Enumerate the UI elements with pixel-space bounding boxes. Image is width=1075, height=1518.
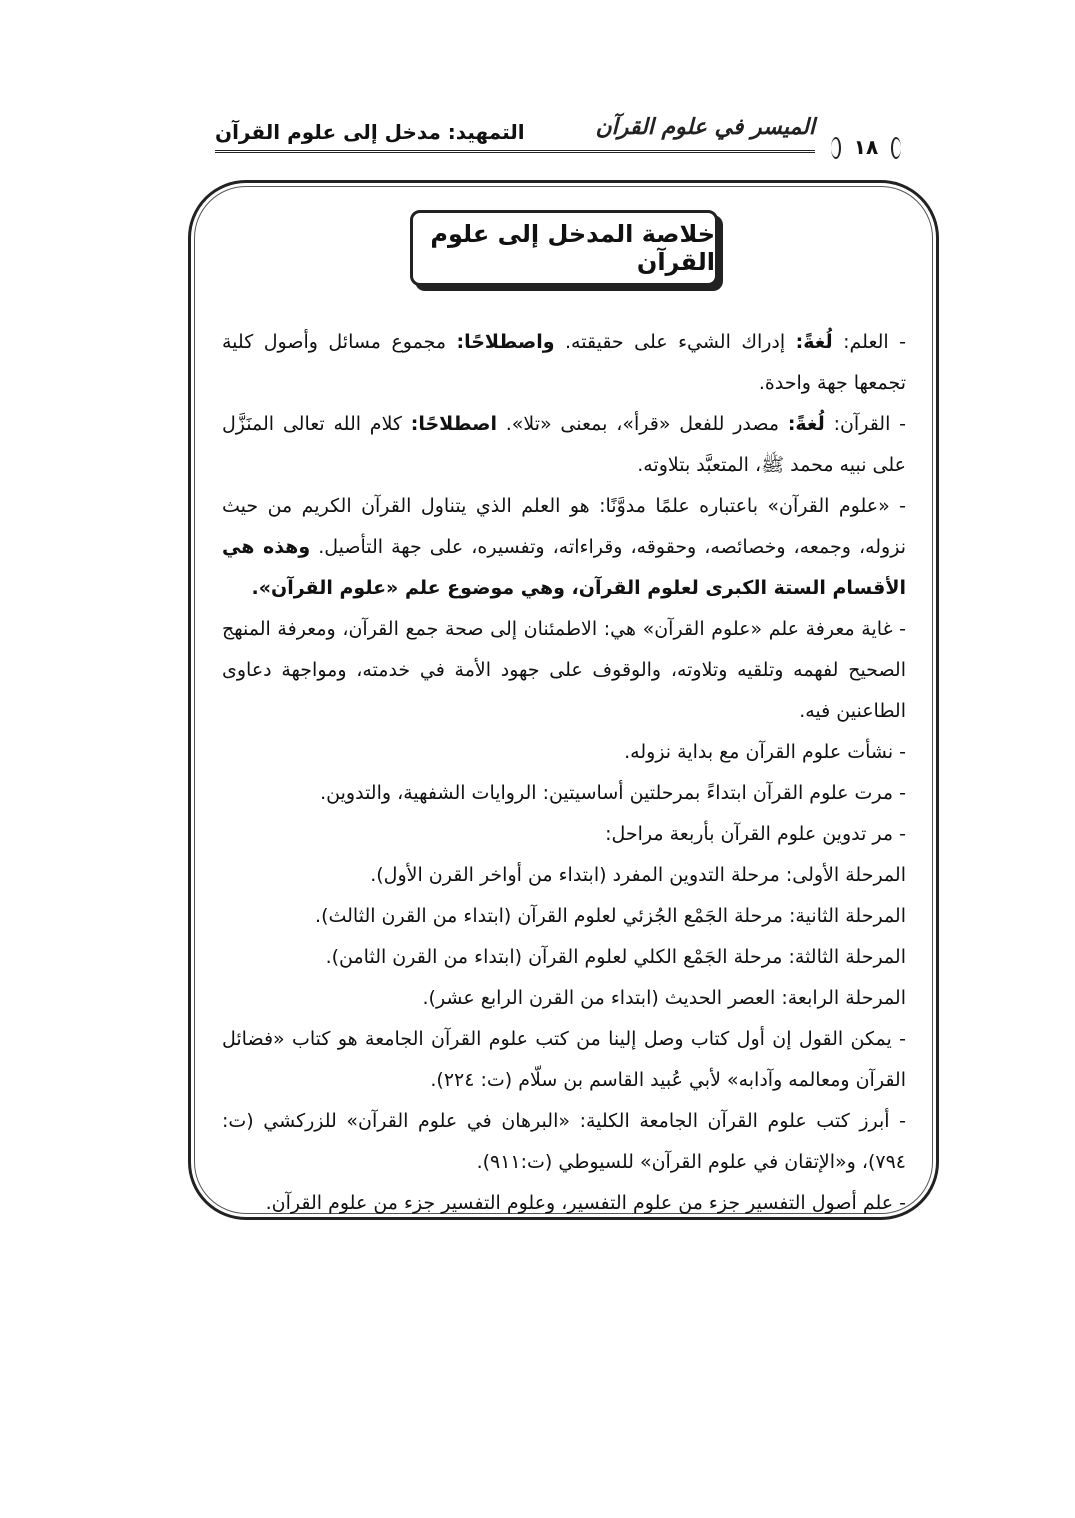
summary-body [222, 322, 906, 1224]
paragraph-knowledge-definition: - العلم: لُغةً: إدراك الشيء على حقيقته. واصطلاحًا: مجموع مسائل وأصول كلية تجمعها جهة واحدة. [222, 331, 906, 394]
paragraph-stage-3: المرحلة الثالثة: مرحلة الجَمْع الكلي لعلوم القرآن (ابتداء من القرن الثامن). [325, 946, 906, 968]
paragraph-relationship: - علم أصول التفسير جزء من علوم التفسير، وعلوم التفسير جزء من علوم القرآن. [265, 1192, 906, 1214]
paragraph-four-stages-intro: - مر تدوين علوم القرآن بأربعة مراحل: [605, 823, 906, 845]
paragraph-origin: - نشأت علوم القرآن مع بداية نزوله. [624, 741, 906, 763]
paragraph-stage-4: المرحلة الرابعة: العصر الحديث (ابتداء من القرن الرابع عشر). [422, 987, 906, 1009]
header-divider [215, 150, 815, 153]
page-header [215, 112, 905, 162]
page-number: ١٨ [827, 134, 905, 160]
paragraph-notable-books: - أبرز كتب علوم القرآن الجامعة الكلية: «البرهان في علوم القرآن» للزركشي (ت: ٧٩٤)، و«الإتقان في علوم القرآن» للسيوطي (ت:٩١١). [222, 1110, 906, 1173]
paragraph-two-stages: - مرت علوم القرآن ابتداءً بمرحلتين أساسيتين: الروايات الشفهية، والتدوين. [320, 782, 906, 804]
paragraph-first-book: - يمكن القول إن أول كتاب وصل إلينا من كتب علوم القرآن الجامعة هو كتاب «فضائل القرآن ومعالمه وآدابه» لأبي عُبيد القاسم بن سلّام (ت: ٢٢٤). [222, 1028, 906, 1091]
paragraph-stage-1: المرحلة الأولى: مرحلة التدوين المفرد (ابتداء من أواخر القرن الأول). [370, 864, 906, 886]
book-title: الميسر في علوم القرآن [595, 114, 815, 140]
paragraph-quran-sciences-definition: - «علوم القرآن» باعتباره علمًا مدوَّنًا: هو العلم الذي يتناول القرآن الكريم من حيث نزوله، وجمعه، وخصائصه، وحقوقه، وقراءاته، وتفسيره، على جهة التأصيل. وهذه هي الأقسام الستة الكبرى لعلوم القرآن، وهي موضوع علم «علوم القرآن». [222, 495, 906, 599]
paragraph-stage-2: المرحلة الثانية: مرحلة الجَمْع الجُزئي لعلوم القرآن (ابتداء من القرن الثالث). [315, 905, 906, 927]
paragraph-quran-definition: - القرآن: لُغةً: مصدر للفعل «قرأ»، بمعنى «تلا». اصطلاحًا: كلام الله تعالى المنَزَّل على نبيه محمد ﷺ، المتعبَّد بتلاوته. [222, 413, 906, 476]
chapter-title: التمهيد: مدخل إلى علوم القرآن [215, 120, 525, 144]
section-title: خلاصة المدخل إلى علوم القرآن [410, 210, 718, 286]
paragraph-purpose: - غاية معرفة علم «علوم القرآن» هي: الاطمئنان إلى صحة جمع القرآن، ومعرفة المنهج الصحيح لفهمه وتلقيه وتلاوته، والوقوف على جهود الأمة في خدمته، ومواجهة دعاوى الطاعنين فيه. [222, 618, 906, 722]
